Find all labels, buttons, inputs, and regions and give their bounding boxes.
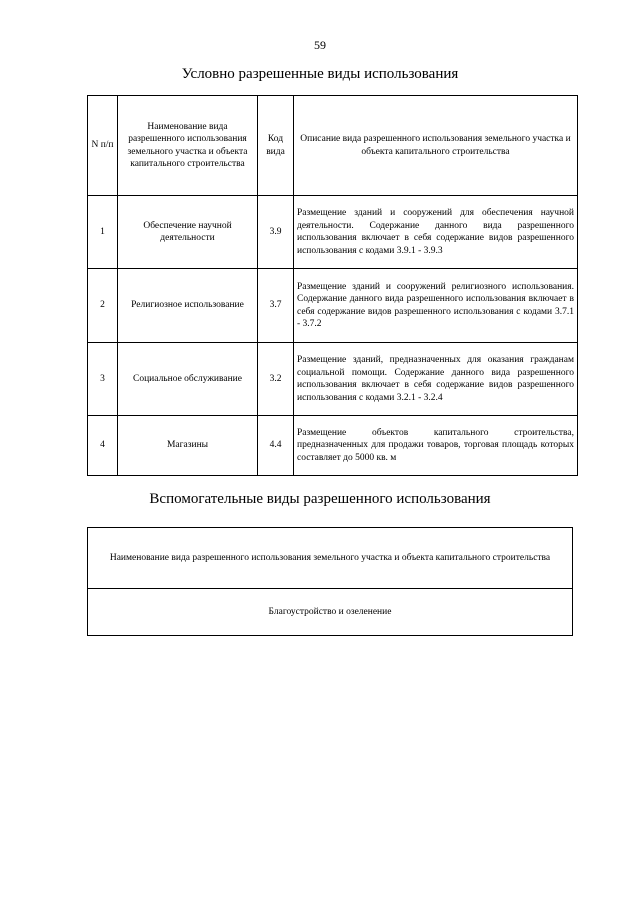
header-code: Код вида — [258, 96, 294, 196]
section-title-auxiliary-uses: Вспомогательные виды разрешенного использования — [149, 491, 491, 507]
table-header-row — [88, 96, 578, 196]
table-row — [88, 269, 578, 343]
header-name: Наименование вида разрешенного использования земельного участка и объекта капитального строительства — [118, 96, 258, 196]
row-name: Обеспечение научной деятельности — [118, 196, 258, 269]
row-code: 3.7 — [258, 269, 294, 343]
row-description: Размещение объектов капитального строительства, предназначенных для продажи товаров, торговая площадь которых составляет до 5000 кв. м — [294, 416, 578, 476]
auxiliary-uses-table — [87, 527, 573, 636]
header-num: N п/п — [88, 96, 118, 196]
row-num: 4 — [88, 416, 118, 476]
page-number: 59 — [314, 38, 326, 52]
row-name: Религиозное использование — [118, 269, 258, 343]
conditional-uses-table — [87, 95, 578, 476]
table-header-row — [88, 528, 573, 589]
section-title-conditional-uses: Условно разрешенные виды использования — [181, 66, 459, 82]
table-row — [88, 416, 578, 476]
table-row — [88, 196, 578, 269]
row-num: 3 — [88, 343, 118, 416]
aux-header: Наименование вида разрешенного использования земельного участка и объекта капитального строительства — [88, 528, 573, 589]
row-code: 4.4 — [258, 416, 294, 476]
table-row — [88, 589, 573, 636]
header-description: Описание вида разрешенного использования земельного участка и объекта капитального строительства — [294, 96, 578, 196]
row-code: 3.2 — [258, 343, 294, 416]
row-name: Магазины — [118, 416, 258, 476]
row-description: Размещение зданий, предназначенных для оказания гражданам социальной помощи. Содержание данного вида разрешенного использования включает в себя содержание видов разрешенного использования с кодами 3.2.1 - 3.2.4 — [294, 343, 578, 416]
row-description: Размещение зданий и сооружений для обеспечения научной деятельности. Содержание данного вида разрешенного использования включает в себя содержание видов разрешенного использования с кодами 3.9.1 - 3.9.3 — [294, 196, 578, 269]
aux-value: Благоустройство и озеленение — [88, 589, 573, 636]
table-row — [88, 343, 578, 416]
row-num: 2 — [88, 269, 118, 343]
row-name: Социальное обслуживание — [118, 343, 258, 416]
row-code: 3.9 — [258, 196, 294, 269]
row-description: Размещение зданий и сооружений религиозного использования. Содержание данного вида разрешенного использования включает в себя содержание видов разрешенного использования с кодами 3.7.1 - 3.7.2 — [294, 269, 578, 343]
row-num: 1 — [88, 196, 118, 269]
